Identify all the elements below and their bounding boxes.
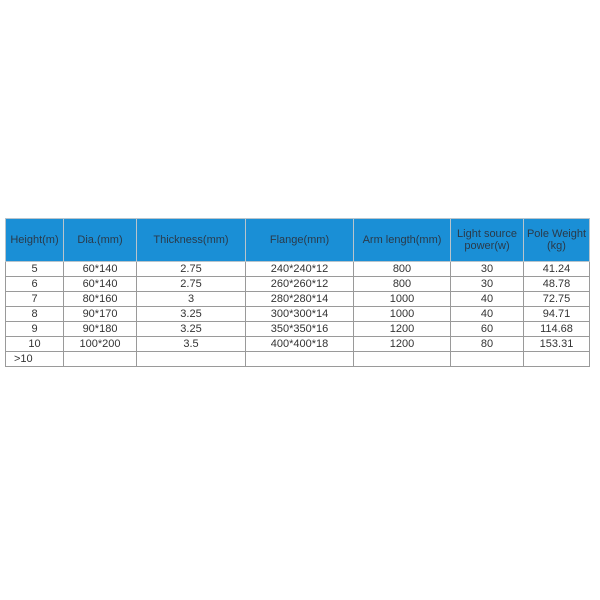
table-row <box>6 262 590 277</box>
cell-arm-length: 800 <box>354 277 451 292</box>
cell-thickness: 3.5 <box>137 337 246 352</box>
cell-diameter: 80*160 <box>64 292 137 307</box>
cell-thickness: 2.75 <box>137 277 246 292</box>
cell-thickness <box>137 352 246 367</box>
header-row <box>6 219 590 262</box>
cell-light-power <box>451 352 524 367</box>
cell-thickness: 3.25 <box>137 322 246 337</box>
header-flange: Flange(mm) <box>246 219 354 262</box>
table-row <box>6 337 590 352</box>
cell-diameter: 60*140 <box>64 262 137 277</box>
cell-flange: 240*240*12 <box>246 262 354 277</box>
table-row <box>6 352 590 367</box>
cell-arm-length: 800 <box>354 262 451 277</box>
cell-diameter <box>64 352 137 367</box>
cell-pole-weight: 72.75 <box>524 292 590 307</box>
cell-diameter: 90*170 <box>64 307 137 322</box>
cell-flange <box>246 352 354 367</box>
cell-thickness: 3 <box>137 292 246 307</box>
cell-pole-weight: 41.24 <box>524 262 590 277</box>
cell-height: >10 <box>6 352 64 367</box>
pole-spec-table <box>5 218 590 367</box>
header-pole-weight: Pole Weight (kg) <box>524 219 590 262</box>
cell-height: 8 <box>6 307 64 322</box>
table-row <box>6 292 590 307</box>
header-thickness: Thickness(mm) <box>137 219 246 262</box>
cell-thickness: 2.75 <box>137 262 246 277</box>
cell-light-power: 80 <box>451 337 524 352</box>
cell-pole-weight: 114.68 <box>524 322 590 337</box>
cell-diameter: 90*180 <box>64 322 137 337</box>
cell-light-power: 60 <box>451 322 524 337</box>
cell-light-power: 40 <box>451 292 524 307</box>
cell-pole-weight: 94.71 <box>524 307 590 322</box>
cell-flange: 300*300*14 <box>246 307 354 322</box>
table-row <box>6 322 590 337</box>
cell-diameter: 60*140 <box>64 277 137 292</box>
cell-flange: 260*260*12 <box>246 277 354 292</box>
cell-height: 9 <box>6 322 64 337</box>
cell-light-power: 40 <box>451 307 524 322</box>
cell-arm-length <box>354 352 451 367</box>
table-row <box>6 307 590 322</box>
cell-height: 7 <box>6 292 64 307</box>
cell-pole-weight: 48.78 <box>524 277 590 292</box>
cell-light-power: 30 <box>451 277 524 292</box>
header-light-power: Light source power(w) <box>451 219 524 262</box>
header-arm-length: Arm length(mm) <box>354 219 451 262</box>
table-row <box>6 277 590 292</box>
cell-arm-length: 1200 <box>354 337 451 352</box>
cell-height: 6 <box>6 277 64 292</box>
header-height: Height(m) <box>6 219 64 262</box>
cell-arm-length: 1200 <box>354 322 451 337</box>
cell-thickness: 3.25 <box>137 307 246 322</box>
cell-pole-weight <box>524 352 590 367</box>
cell-height: 10 <box>6 337 64 352</box>
cell-light-power: 30 <box>451 262 524 277</box>
cell-diameter: 100*200 <box>64 337 137 352</box>
cell-height: 5 <box>6 262 64 277</box>
cell-flange: 350*350*16 <box>246 322 354 337</box>
cell-arm-length: 1000 <box>354 292 451 307</box>
header-diameter: Dia.(mm) <box>64 219 137 262</box>
cell-flange: 280*280*14 <box>246 292 354 307</box>
cell-arm-length: 1000 <box>354 307 451 322</box>
cell-flange: 400*400*18 <box>246 337 354 352</box>
cell-pole-weight: 153.31 <box>524 337 590 352</box>
